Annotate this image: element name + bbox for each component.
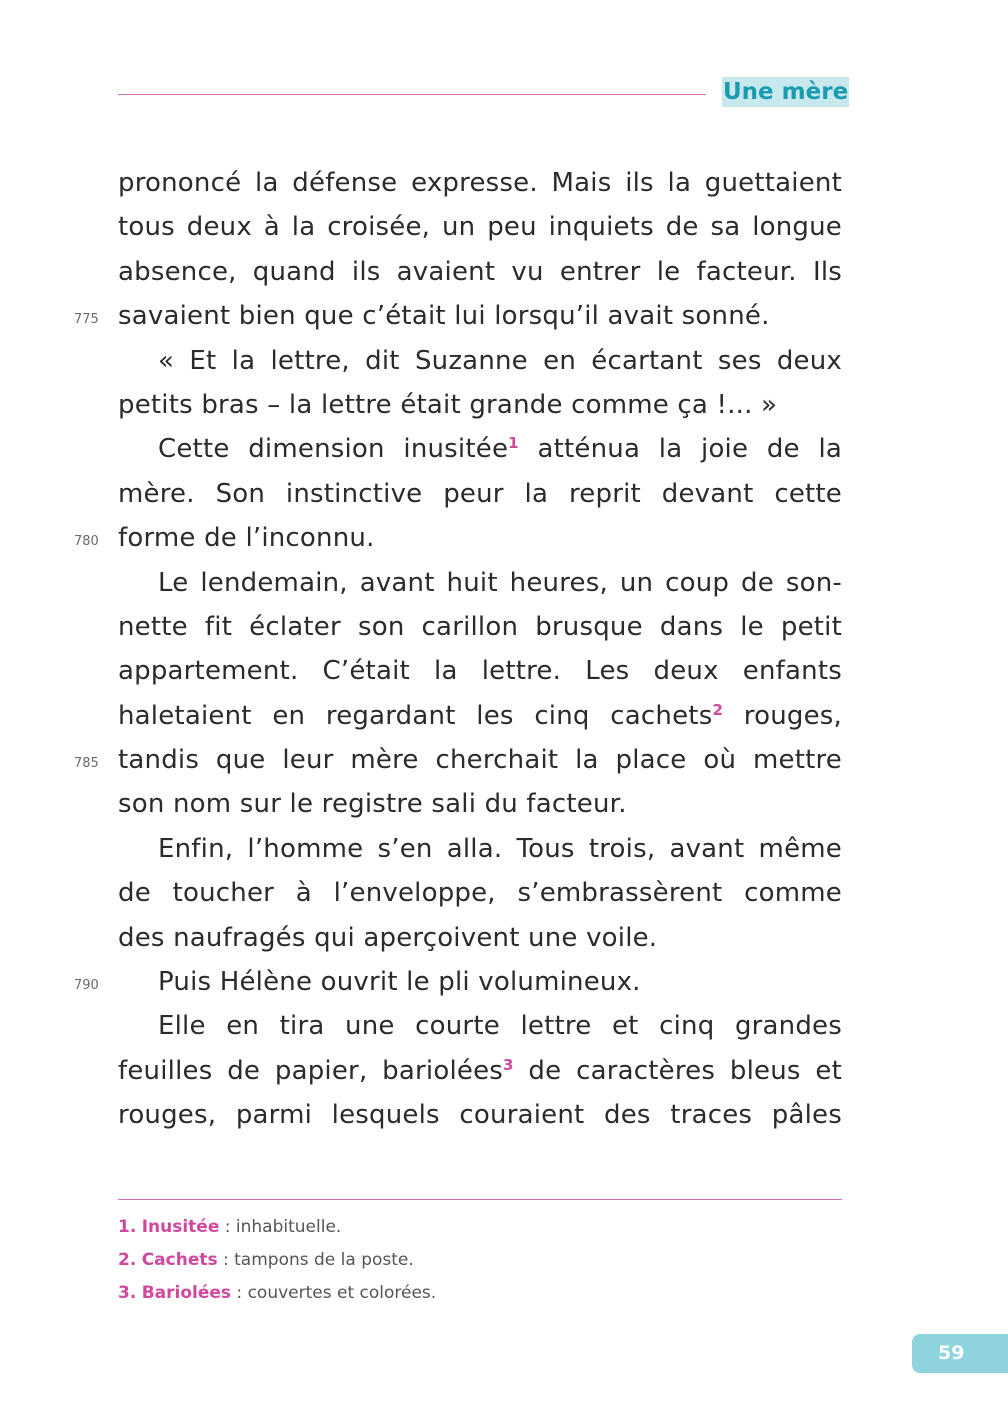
footnotes [118, 1212, 842, 1311]
footnote-term: Cachets [141, 1250, 218, 1270]
text-line: « Et la lettre, dit Suzanne en écartant ses deux [158, 345, 842, 376]
text-segment: rouges, [723, 700, 842, 731]
footnote-number: 2. [118, 1250, 137, 1270]
footnote-term: Bariolées [141, 1283, 232, 1303]
text-segment: atténua la joie de la [518, 434, 843, 465]
text-line: absence, quand ils avaient vu entrer le facteur. Ils [118, 256, 842, 287]
footnote-number: 3. [118, 1283, 137, 1303]
text-line: rouges, parmi lesquels couraient des traces pâles [118, 1100, 842, 1131]
footnote-term: Inusitée [141, 1217, 220, 1237]
text-line: de toucher à l’enveloppe, s’embrassèrent comme [118, 878, 842, 909]
line-number: 775 [74, 312, 99, 327]
text-line: forme de l’inconnu. [118, 523, 375, 554]
text-line: tandis que leur mère cherchait la place où mettre [118, 745, 842, 776]
text-line: nette fit éclater son carillon brusque dans le petit [118, 611, 842, 642]
text-line: mère. Son instinctive peur la reprit devant cette [118, 478, 842, 509]
text-segment: Cette dimension inusitée [158, 434, 509, 465]
text-line: tous deux à la croisée, un peu inquiets de sa longue [118, 212, 842, 243]
body-text [118, 161, 842, 1138]
footnote-reference[interactable]: 2 [712, 700, 724, 719]
footnote-definition: : tampons de la poste. [217, 1250, 414, 1270]
text-line: Enfin, l’homme s’en alla. Tous trois, avant même [158, 833, 842, 864]
text-line: prononcé la défense expresse. Mais ils la guettaient [118, 168, 842, 198]
text-line: petits bras – la lettre était grande comme ça !... » [118, 389, 778, 420]
text-line: son nom sur le registre sali du facteur. [118, 789, 627, 820]
text-line: Le lendemain, avant huit heures, un coup de son- [158, 567, 842, 598]
running-title: Une mère [723, 79, 849, 105]
footnote-item [118, 1212, 842, 1245]
text-line: des naufragés qui aperçoivent une voile. [118, 922, 658, 953]
header-rule [118, 94, 706, 95]
text-segment: feuilles de papier, bariolées [118, 1055, 504, 1086]
line-number: 790 [74, 978, 99, 993]
footnote-definition: : inhabituelle. [219, 1217, 342, 1237]
text-line [118, 1049, 842, 1093]
text-line: savaient bien que c’était lui lorsqu’il avait sonné. [118, 301, 770, 332]
text-line: Elle en tira une courte lettre et cinq grandes [158, 1011, 842, 1042]
text-segment: haletaient en regardant les cinq cachets [118, 700, 713, 731]
footnote-item [118, 1278, 842, 1311]
footnote-number: 1. [118, 1217, 137, 1237]
footnote-reference[interactable]: 1 [508, 434, 519, 453]
line-number: 780 [74, 534, 99, 549]
text-line [118, 427, 842, 471]
footnote-reference[interactable]: 3 [503, 1055, 514, 1074]
footnote-rule [118, 1199, 842, 1200]
text-line: appartement. C’était la lettre. Les deux enfants [118, 656, 842, 687]
line-number: 785 [74, 756, 99, 771]
text-line [118, 694, 842, 738]
text-line: Puis Hélène ouvrit le pli volumineux. [158, 967, 641, 998]
footnote-item [118, 1245, 842, 1278]
text-segment: de caractères bleus et [513, 1055, 842, 1086]
footnote-definition: : couvertes et colorées. [231, 1283, 437, 1303]
page-number: 59 [912, 1334, 1008, 1373]
